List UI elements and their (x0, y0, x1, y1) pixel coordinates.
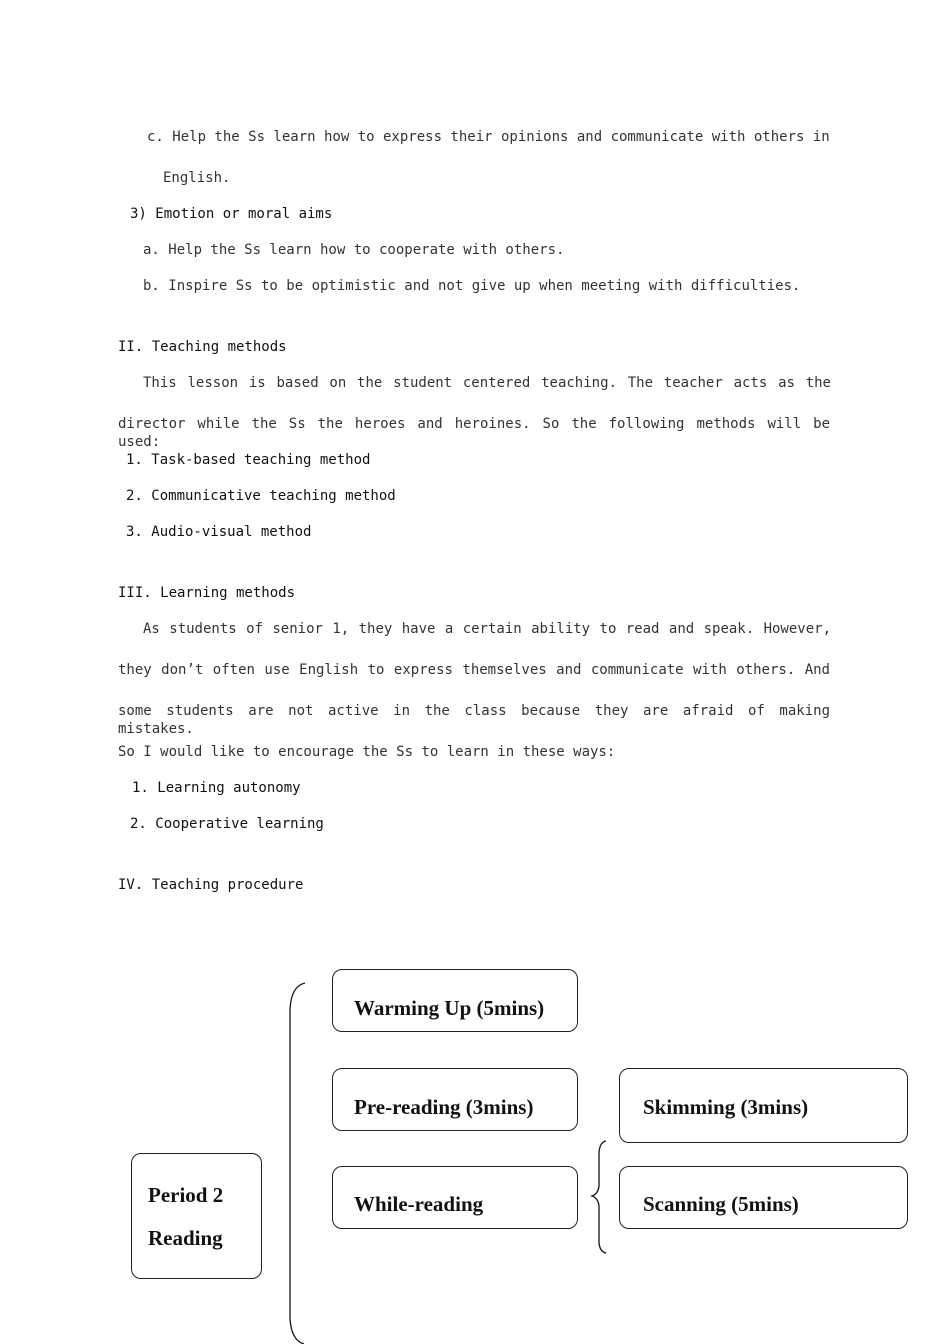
learning-method-item: 2. Cooperative learning (130, 816, 324, 832)
teaching-methods-paragraph-line2: director while the Ss the heroes and heroines. So the following methods will be used: (118, 416, 830, 450)
period-label: Period 2 (148, 1183, 224, 1207)
aim-item-b: b. Inspire Ss to be optimistic and not give up when meeting with difficulties. (143, 278, 801, 294)
learning-methods-heading: III. Learning methods (118, 585, 296, 601)
learning-methods-paragraph-line2: they don’t often use English to express themselves and communicate with others. And (118, 662, 830, 678)
teaching-methods-paragraph-line1: This lesson is based on the student centered teaching. The teacher acts as the (143, 375, 831, 391)
skimming-label: Skimming (3mins) (643, 1095, 809, 1119)
learning-methods-paragraph-line3: some students are not active in the class because they are afraid of making mistakes. (118, 703, 830, 737)
warming-up-label: Warming Up (5mins) (354, 996, 545, 1020)
aim-item-c-line1: c. Help the Ss learn how to express their opinions and communicate with others in (147, 129, 830, 145)
teaching-methods-heading: II. Teaching methods (118, 339, 287, 355)
while-reading-brace (592, 1141, 606, 1253)
learning-methods-paragraph-line1: As students of senior 1, they have a certain ability to read and speak. However, (143, 621, 831, 637)
teaching-method-item: 3. Audio-visual method (126, 524, 312, 540)
scanning-label: Scanning (5mins) (643, 1192, 799, 1216)
period-brace (290, 983, 305, 1344)
while-reading-label: While-reading (354, 1192, 484, 1216)
pre-reading-label: Pre-reading (3mins) (354, 1095, 534, 1119)
teaching-procedure-heading: IV. Teaching procedure (118, 877, 304, 893)
period-reading-box (131, 1153, 262, 1279)
learning-method-item: 1. Learning autonomy (132, 780, 301, 796)
reading-label: Reading (148, 1226, 223, 1250)
teaching-method-item: 2. Communicative teaching method (126, 488, 396, 504)
aim-item-a: a. Help the Ss learn how to cooperate with others. (143, 242, 565, 258)
aim-item-c-line2: English. (163, 170, 231, 186)
section-emotion-aims-title: 3) Emotion or moral aims (130, 206, 333, 222)
learning-methods-paragraph-line4: So I would like to encourage the Ss to learn in these ways: (118, 744, 616, 760)
teaching-method-item: 1. Task-based teaching method (126, 452, 371, 468)
